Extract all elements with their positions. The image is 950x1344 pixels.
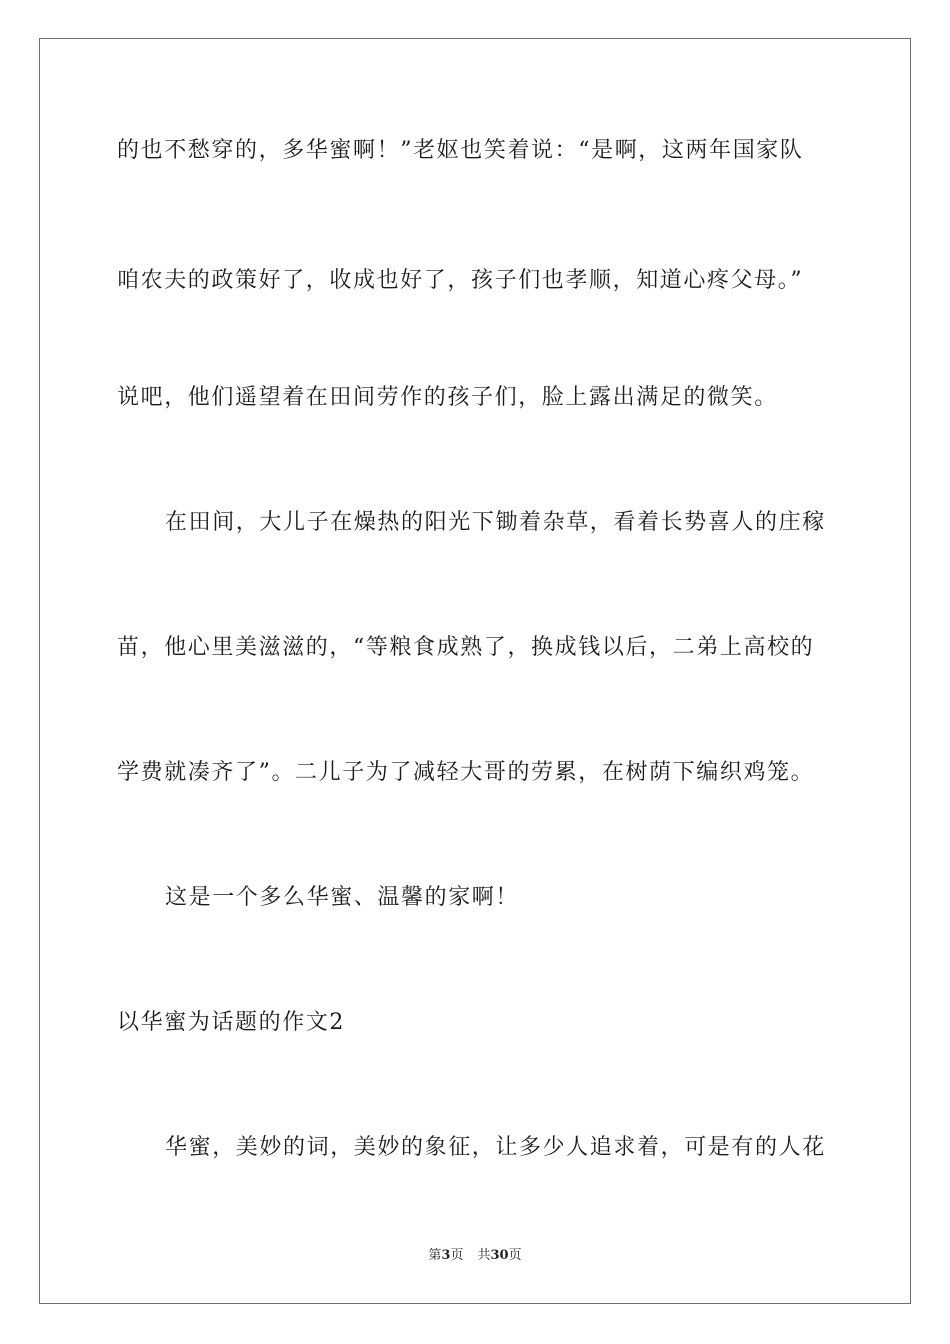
- paragraph-start-line-2: 华蜜，美妙的词，美妙的象征，让多少人追求着，可是有的人花: [165, 1135, 826, 1160]
- total-prefix: 共: [477, 1248, 491, 1263]
- page-suffix: 页: [450, 1248, 464, 1263]
- total-pages: 30: [490, 1248, 509, 1263]
- page-frame: [39, 38, 911, 1304]
- page-number: 3: [441, 1248, 451, 1263]
- page-prefix: 第: [428, 1248, 442, 1263]
- paragraph-closing-line: 这是一个多么华蜜、温馨的家啊！: [165, 885, 520, 910]
- page-footer: [0, 1247, 950, 1265]
- total-suffix: 页: [508, 1248, 522, 1263]
- text-line-2: 咱农夫的政策好了，收成也好了，孩子们也孝顺，知道心疼父母。”: [117, 268, 804, 293]
- text-line-3: 说吧，他们遥望着在田间劳作的孩子们，脸上露出满足的微笑。: [117, 385, 778, 410]
- text-line-1: 的也不愁穿的，多华蜜啊！”老妪也笑着说：“是啊，这两年国家队: [117, 138, 804, 163]
- paragraph-start-line: 在田间，大儿子在燥热的阳光下锄着杂草，看着长势喜人的庄稼: [165, 510, 826, 535]
- text-line-6: 学费就凑齐了”。二儿子为了减轻大哥的劳累，在树荫下编织鸡笼。: [117, 760, 815, 785]
- text-line-5: 苗，他心里美滋滋的，“等粮食成熟了，换成钱以后，二弟上高校的: [117, 635, 815, 660]
- section-heading: 以华蜜为话题的作文2: [117, 1010, 345, 1035]
